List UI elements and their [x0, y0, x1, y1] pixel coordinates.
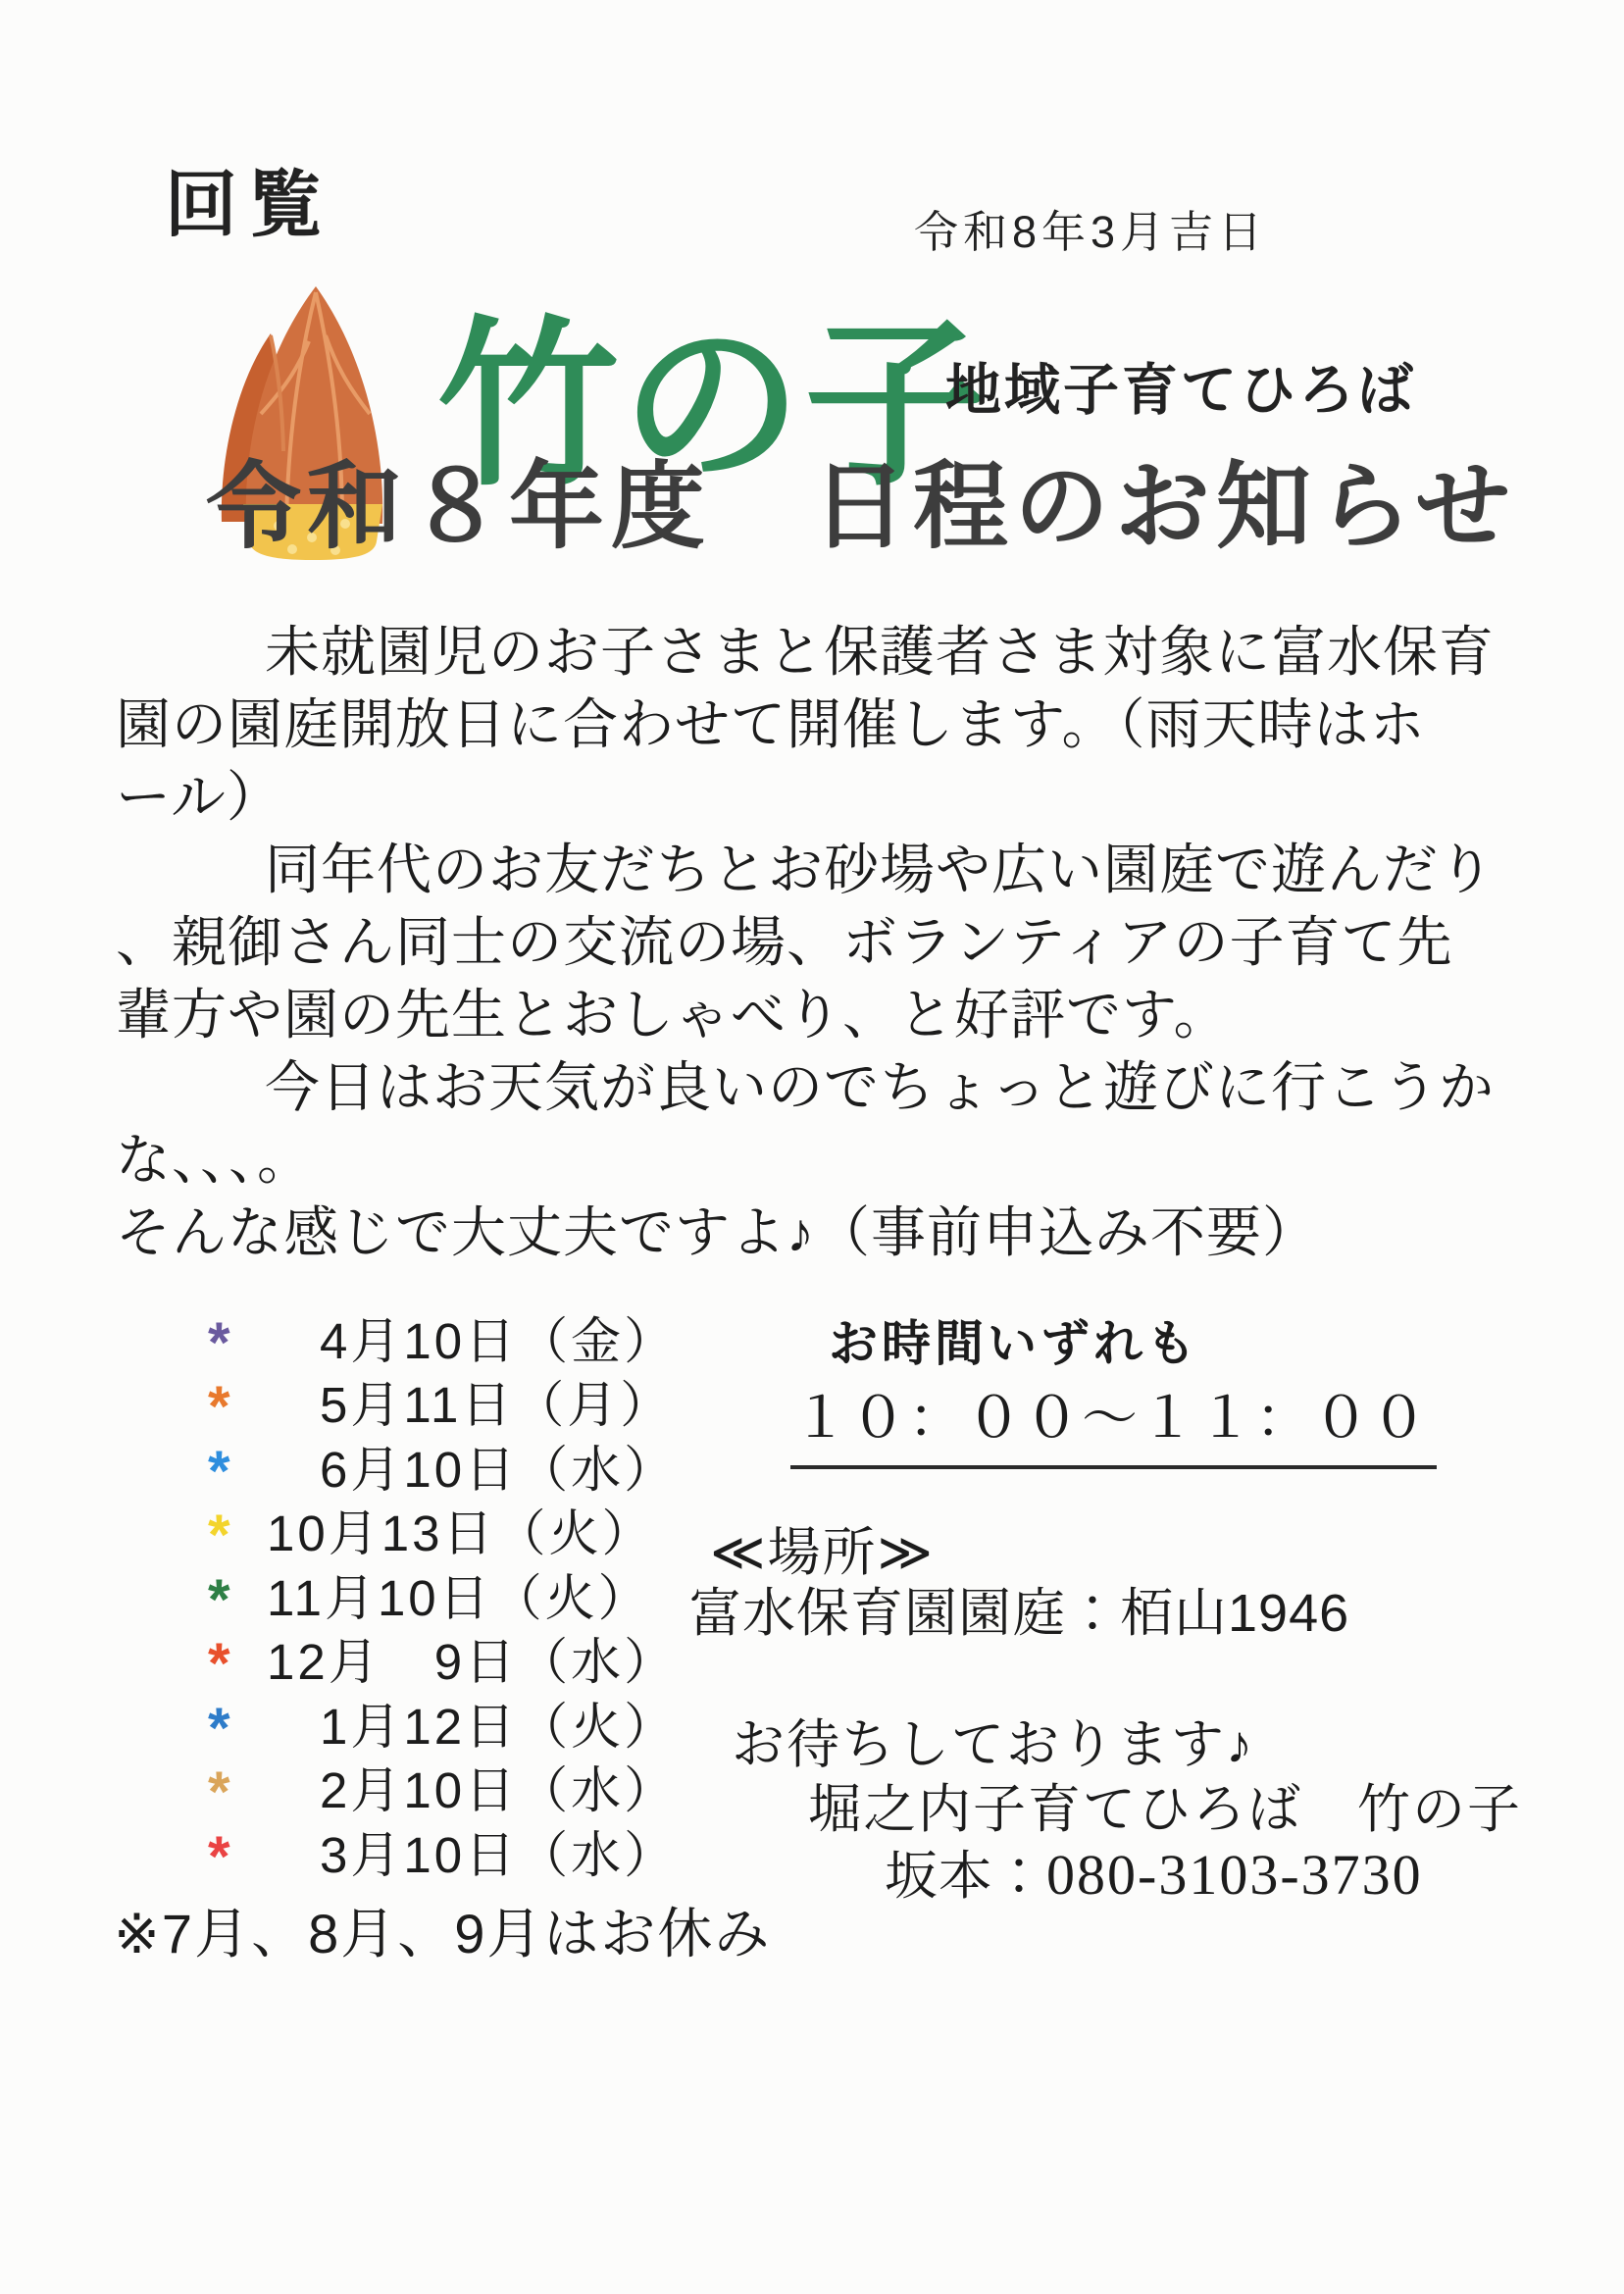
paragraph-line: 未就園児のお子さまと保護者さま対象に富水保育 — [265, 621, 1495, 683]
closing-message: お待ちしております♪ — [732, 1715, 1254, 1774]
asterisk-bullet-icon: * — [208, 1696, 230, 1760]
asterisk-bullet-icon: * — [208, 1375, 230, 1440]
paragraph-line: 今日はお天気が良いのでちょっと遊びに行こうか — [265, 1056, 1495, 1118]
schedule-date-text: 1月12日（火） — [267, 1698, 678, 1755]
asterisk-bullet-icon: * — [208, 1632, 230, 1697]
schedule-date-row — [208, 1818, 678, 1889]
schedule-date-row — [208, 1626, 678, 1697]
schedule-date-text: 6月10日（水） — [267, 1441, 678, 1498]
schedule-date-text: 2月10日（水） — [267, 1762, 678, 1819]
schedule-date-row — [208, 1561, 677, 1632]
schedule-date-row — [208, 1755, 678, 1825]
schedule-date-text: 3月10日（水） — [267, 1826, 678, 1883]
circulation-label: 回覧 — [165, 164, 333, 245]
schedule-date-row — [208, 1433, 678, 1504]
group-name-title: 竹の子 — [437, 305, 988, 507]
asterisk-bullet-icon: * — [208, 1567, 230, 1632]
contact-phone — [885, 1834, 1423, 1910]
schedule-date-text: 10月13日（火） — [267, 1505, 655, 1562]
issue-date: 令和8年3月吉日 — [914, 207, 1268, 257]
paragraph-line: ール） — [116, 766, 282, 828]
organization-name: 堀之内子育てひろば 竹の子 — [808, 1780, 1522, 1839]
asterisk-bullet-icon: * — [208, 1310, 230, 1375]
subtitle-community-hiroba: 地域子育てひろば — [945, 359, 1416, 422]
paragraph-line: 輩方や園の先生とおしゃべり、と好評です。 — [116, 984, 1230, 1045]
phone-number: 080-3103-3730 — [1046, 1843, 1423, 1907]
schedule-date-row — [208, 1304, 678, 1375]
body-text — [116, 616, 1528, 1269]
asterisk-bullet-icon: * — [208, 1439, 230, 1504]
time-label: お時間いずれも — [829, 1316, 1199, 1371]
schedule-date-text: 5月11日（月） — [267, 1377, 674, 1434]
paragraph-line: そんな感じで大丈夫ですよ♪（事前申込み不要） — [116, 1201, 1318, 1263]
place-section-header: ≪場所≫ — [710, 1523, 936, 1582]
schedule-date-text: 12月 9日（水） — [267, 1634, 678, 1691]
asterisk-bullet-icon: * — [208, 1760, 230, 1825]
main-title-schedule-notice: 令和８年度 日程のお知らせ — [206, 453, 1517, 560]
place-address: 富水保育園園庭：栢山1946 — [688, 1584, 1350, 1643]
schedule-date-row — [208, 1498, 677, 1568]
paragraph-line: な、、、。 — [116, 1129, 313, 1191]
schedule-date-text: 4月10日（金） — [267, 1312, 678, 1369]
contact-person-label: 坂本： — [885, 1847, 1046, 1906]
asterisk-bullet-icon: * — [208, 1504, 230, 1568]
schedule-date-row — [208, 1690, 678, 1760]
schedule-date-row — [208, 1369, 677, 1440]
asterisk-bullet-icon: * — [208, 1824, 230, 1889]
paragraph-line: 園の園庭開放日に合わせて開催します。（雨天時はホ — [116, 693, 1426, 755]
time-value-underlined: １０：００～１１：００ — [790, 1373, 1437, 1469]
paragraph-line: 、親御さん同士の交流の場、ボランティアの子育て先 — [116, 911, 1453, 973]
schedule-date-list — [208, 1304, 678, 1889]
schedule-date-text: 11月10日（火） — [267, 1569, 651, 1626]
paragraph-line: 同年代のお友だちとお砂場や広い園庭で遊んだり — [265, 839, 1495, 900]
holiday-note: ※7月、8月、9月はお休み — [114, 1903, 772, 1964]
